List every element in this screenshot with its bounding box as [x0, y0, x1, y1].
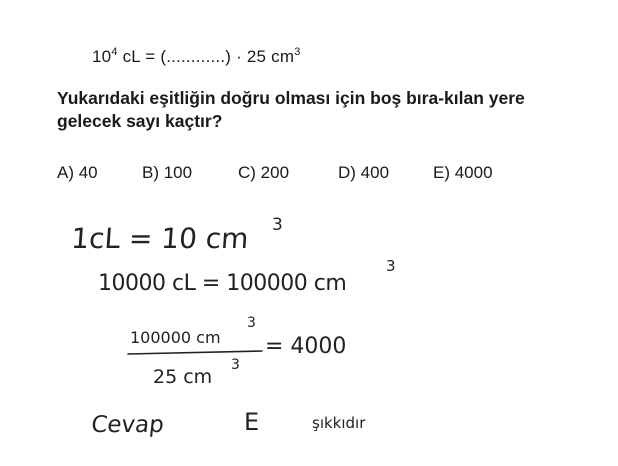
hw-fraction-numerator-exponent: 3 [247, 315, 256, 331]
equation-equals: = [145, 47, 156, 66]
equation-rhs-exponent: 3 [294, 46, 301, 58]
hw-line1: 1cL = 10 cm [70, 222, 250, 255]
equation-lhs-exponent: 4 [111, 46, 118, 58]
choice-a: A) 40 [57, 163, 98, 182]
hw-answer-suffix: şıkkıdır [312, 414, 366, 432]
equation-lhs-base: 10 [92, 47, 112, 66]
hw-fraction-numerator: 100000 cm [130, 328, 221, 347]
hw-fraction-result: = 4000 [265, 334, 347, 359]
choice-d: D) 400 [338, 163, 390, 182]
hw-answer-letter: E [244, 408, 260, 436]
equation-dot: · [236, 47, 242, 66]
hw-answer-word: Cevap [89, 412, 166, 438]
hw-line2-exponent: 3 [386, 257, 396, 275]
equation-blank: (............) [160, 47, 232, 66]
hw-fraction-denominator: 25 cm [153, 366, 213, 388]
choice-e: E) 4000 [433, 163, 493, 182]
equation-lhs-unit: cL [122, 47, 141, 66]
hw-fraction-denominator-exponent: 3 [231, 357, 240, 373]
hw-fraction-bar [128, 351, 262, 354]
hw-line2: 10000 cL = 100000 cm [98, 271, 347, 296]
choice-c: C) 200 [238, 163, 290, 182]
choice-b: B) 100 [142, 163, 193, 182]
equation-rhs-value: 25 cm [246, 47, 295, 66]
question-prompt: Yukarıdaki eşitliğin doğru olması için boş bıra-kılan yere gelecek sayı kaçtır? [57, 88, 525, 131]
hw-line1-exponent: 3 [272, 215, 283, 235]
